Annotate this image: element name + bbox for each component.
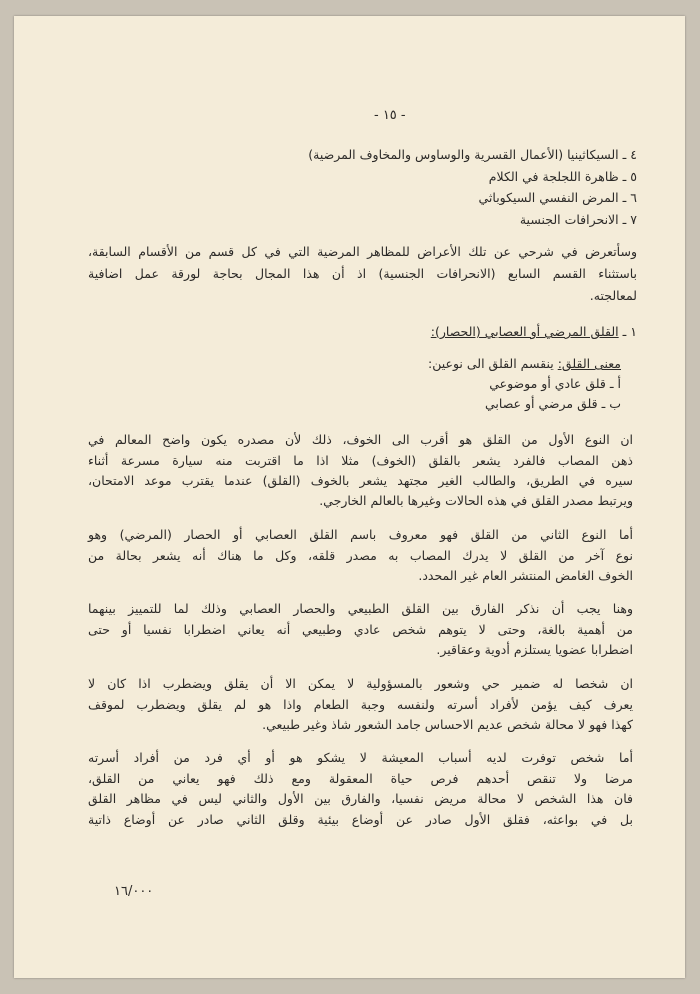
page-number: - ١٥ - (374, 108, 406, 123)
type-item: أ ـ قلق عادي أو موضوعي (489, 376, 621, 391)
list-text: ظاهرة اللجلجة في الكلام (488, 169, 619, 184)
paragraph-line: يعرف كيف يؤمن لأفراد أسرته ولنفسه وجبة الطعام واذا هو لم يقلق ويضطرب لموقف (88, 697, 633, 712)
list-text: الانحرافات الجنسية (519, 212, 619, 227)
section-title: القلق المرضي أو العصابي (الحصار): (430, 324, 619, 339)
list-item (489, 169, 637, 185)
paragraph-line: وهنا يجب أن نذكر الفارق بين القلق الطبيعي والحصار العصابي وذلك لما للتمييز بينهما (88, 601, 633, 616)
meaning-line (428, 356, 621, 372)
list-number: ٥ ـ (622, 169, 637, 184)
paragraph-line: بل في بواعثه، فقلق الأول صادر عن أوضاع بيئية وقلق الثاني صادر عن أوضاع ذاتية (88, 812, 633, 827)
list-number: ٤ ـ (622, 147, 637, 162)
paragraph-line: كهذا فهو لا محالة شخص عديم الاحساس جامد الشعور شاذ وغير طبيعي. (262, 717, 633, 732)
intro-line: باستثناء القسم السابع (الانحرافات الجنسية) اذ أن هذا المجال بحاجة لورقة عمل اضافية (88, 266, 637, 281)
list-number: ٦ ـ (622, 190, 637, 205)
footer-code: ١٦/٠٠٠ (114, 884, 154, 899)
intro-line: لمعالجته. (589, 288, 637, 303)
paragraph-line: مرضا ولا تنقص أحدهم فرص حياة المعقولة ومع ذلك فهو يعاني من القلق، (88, 771, 633, 786)
type-item: ب ـ قلق مرضي أو عصابي (485, 396, 621, 411)
paragraph-line: الخوف الغامض المنتشر العام غير المحدد. (418, 568, 633, 583)
paragraph-line: أما النوع الثاني من القلق فهو معروف باسم القلق العصابي أو الحصار (المرضي) وهو (88, 527, 633, 542)
section-number: ١ ـ (622, 324, 637, 339)
paragraph-line: ويرتبط مصدر القلق في هذه الحالات وغيرها بالعالم الخارجي. (319, 493, 633, 508)
meaning-text: ينقسم القلق الى نوعين: (428, 356, 554, 371)
section-heading (431, 324, 637, 340)
paragraph-line: اضطرابا عضويا يستلزم أدوية وعقاقير. (436, 642, 633, 657)
intro-line: وسأتعرض في شرحي عن تلك الأعراض للمظاهر المرضية التي في كل قسم من الأقسام السابقة، (88, 244, 637, 259)
paragraph-line: من أهمية بالغة، وحتى لا يتوهم شخص عادي وطبيعي أنه يعاني اضطرابا نفسيا أو حتى (88, 622, 633, 637)
paragraph-line: أما شخص توفرت لديه أسباب المعيشة لا يشكو هو أو أي فرد من أفراد أسرته (88, 750, 633, 765)
list-text: المرض النفسي السيكوباثي (478, 190, 619, 205)
list-number: ٧ ـ (622, 212, 637, 227)
meaning-label: معنى القلق: (557, 356, 621, 371)
paragraph-line: ذهن المصاب فالفرد يشعر بالقلق (الخوف) مثلا اذا ما اقتربت منه سيارة مسرعة أثناء (88, 453, 633, 468)
list-text: السيكاثينيا (الأعمال القسرية والوساوس والمخاوف المرضية) (308, 147, 619, 162)
paragraph-line: سيره في الطريق، والطالب الغير مجتهد يشعر بالخوف (القلق) عندما يقترب موعد الامتحان، (88, 473, 633, 488)
document-page (14, 16, 685, 978)
paragraph-line: ان النوع الأول من القلق هو أقرب الى الخوف، ذلك لأن مصدره يكون واضح المعالم في (88, 432, 633, 447)
paragraph-line: فان هذا الشخص لا محالة مريض نفسيا، والفارق بين الأول والثاني ليس في مظاهر القلق (88, 791, 633, 806)
paragraph-line: نوع آخر من القلق لا يدرك المصاب به مصدر قلقه، وكل ما هناك أنه يشعر بحالة من (88, 548, 633, 563)
list-item (308, 147, 637, 163)
paragraph-line: ان شخصا له ضمير حي وشعور بالمسؤولية لا يمكن الا أن يقلق ويضطرب اذا كان لا (88, 676, 633, 691)
list-item (478, 190, 637, 206)
list-item (520, 212, 637, 228)
